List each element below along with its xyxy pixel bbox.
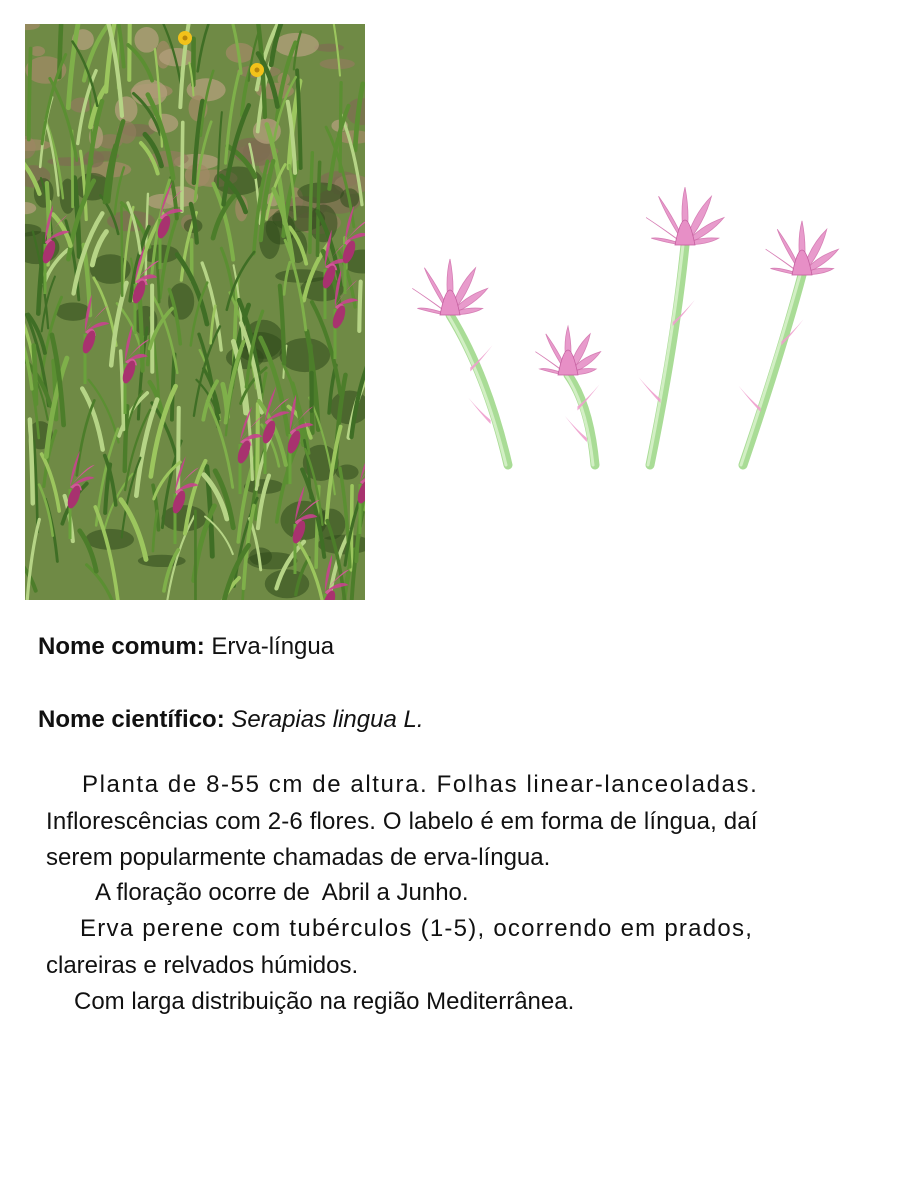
orchid-drawing-icon: [400, 140, 870, 475]
common-name-value: Erva-língua: [204, 633, 335, 660]
description-line: Erva perene com tubérculos (1-5), ocorrendo em prados,: [80, 915, 754, 942]
scientific-name-value: Serapias lingua L.: [224, 706, 424, 733]
description-line: Inflorescências com 2-6 flores. O labelo é em forma de língua, daí: [46, 808, 758, 835]
scientific-name-label: Nome científico:: [38, 706, 225, 733]
field-photo: [25, 24, 365, 600]
scientific-name-line: [38, 705, 424, 735]
description-line: A floração ocorre de Abril a Junho.: [95, 879, 469, 906]
description-line: serem popularmente chamadas de erva-língua.: [46, 844, 551, 871]
common-name-label: Nome comum:: [38, 633, 205, 660]
orchid-field-photo-icon: [25, 24, 365, 600]
botanical-drawing: [400, 140, 870, 475]
description-line: Planta de 8-55 cm de altura. Folhas linear-lanceoladas.: [82, 771, 759, 798]
common-name-line: [38, 632, 334, 662]
description-line: clareiras e relvados húmidos.: [46, 952, 359, 979]
description-line: Com larga distribuição na região Mediterrânea.: [74, 988, 575, 1015]
